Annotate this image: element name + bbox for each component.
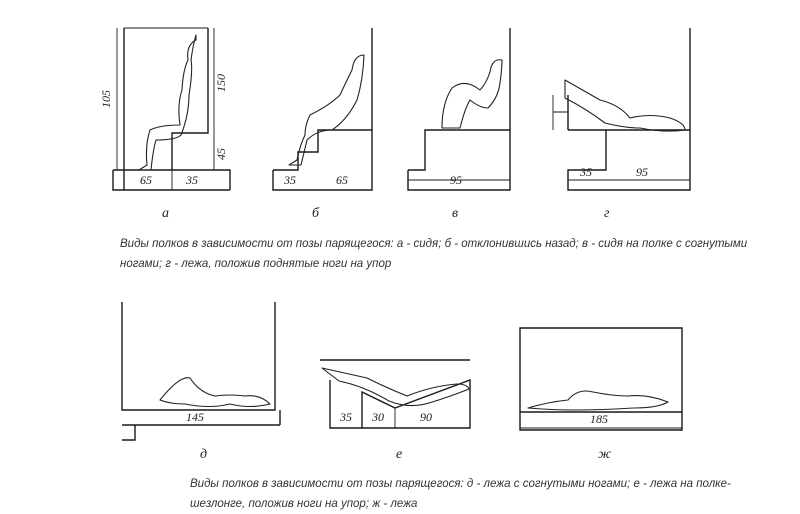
dim-a-45: 45 — [214, 148, 228, 160]
dim-e-30: 30 — [372, 410, 384, 424]
dim-a-65: 65 — [140, 173, 152, 187]
diagram-b — [273, 28, 372, 221]
dim-a-105: 105 — [99, 90, 113, 108]
dim-b-65: 65 — [336, 173, 348, 187]
diagram-e — [320, 360, 470, 462]
label-zh: ж — [598, 447, 612, 462]
dim-b-35: 35 — [284, 173, 296, 187]
caption-bottom — [190, 474, 731, 514]
dim-g-95: 95 — [636, 165, 648, 179]
caption-top-line1: Виды полков в зависимости от позы парящегося: а - сидя; б - отклонившись назад; в - сидя на полке с согнутыми — [120, 238, 748, 250]
dim-d-145: 145 — [186, 410, 204, 424]
caption-bottom-line2: шезлонге, положив ноги на упор; ж - лежа — [190, 498, 418, 510]
caption-top-line2: ногами; г - лежа, положив поднятые ноги на упор — [120, 258, 392, 270]
diagram-a — [99, 28, 230, 221]
dim-zh-185: 185 — [590, 412, 608, 426]
caption-top — [120, 234, 747, 274]
caption-bottom-line1: Виды полков в зависимости от позы парящегося: д - лежа с согнутыми ногами; е - лежа на полке- — [190, 478, 731, 490]
dim-e-35: 35 — [340, 410, 352, 424]
label-v: в — [452, 206, 459, 221]
dim-g-35: 35 — [580, 165, 592, 179]
label-e: е — [396, 447, 403, 462]
diagram-zh — [520, 328, 682, 462]
label-g: г — [604, 206, 610, 221]
label-a: а — [162, 206, 169, 221]
diagram-g — [553, 28, 690, 221]
dim-e-90: 90 — [420, 410, 432, 424]
dim-a-150: 150 — [214, 74, 228, 92]
dim-v-95: 95 — [450, 173, 462, 187]
label-d: д — [200, 447, 208, 462]
diagram-d — [122, 302, 280, 462]
label-b: б — [312, 206, 320, 221]
dim-a-35: 35 — [186, 173, 198, 187]
diagram-v — [408, 28, 510, 221]
